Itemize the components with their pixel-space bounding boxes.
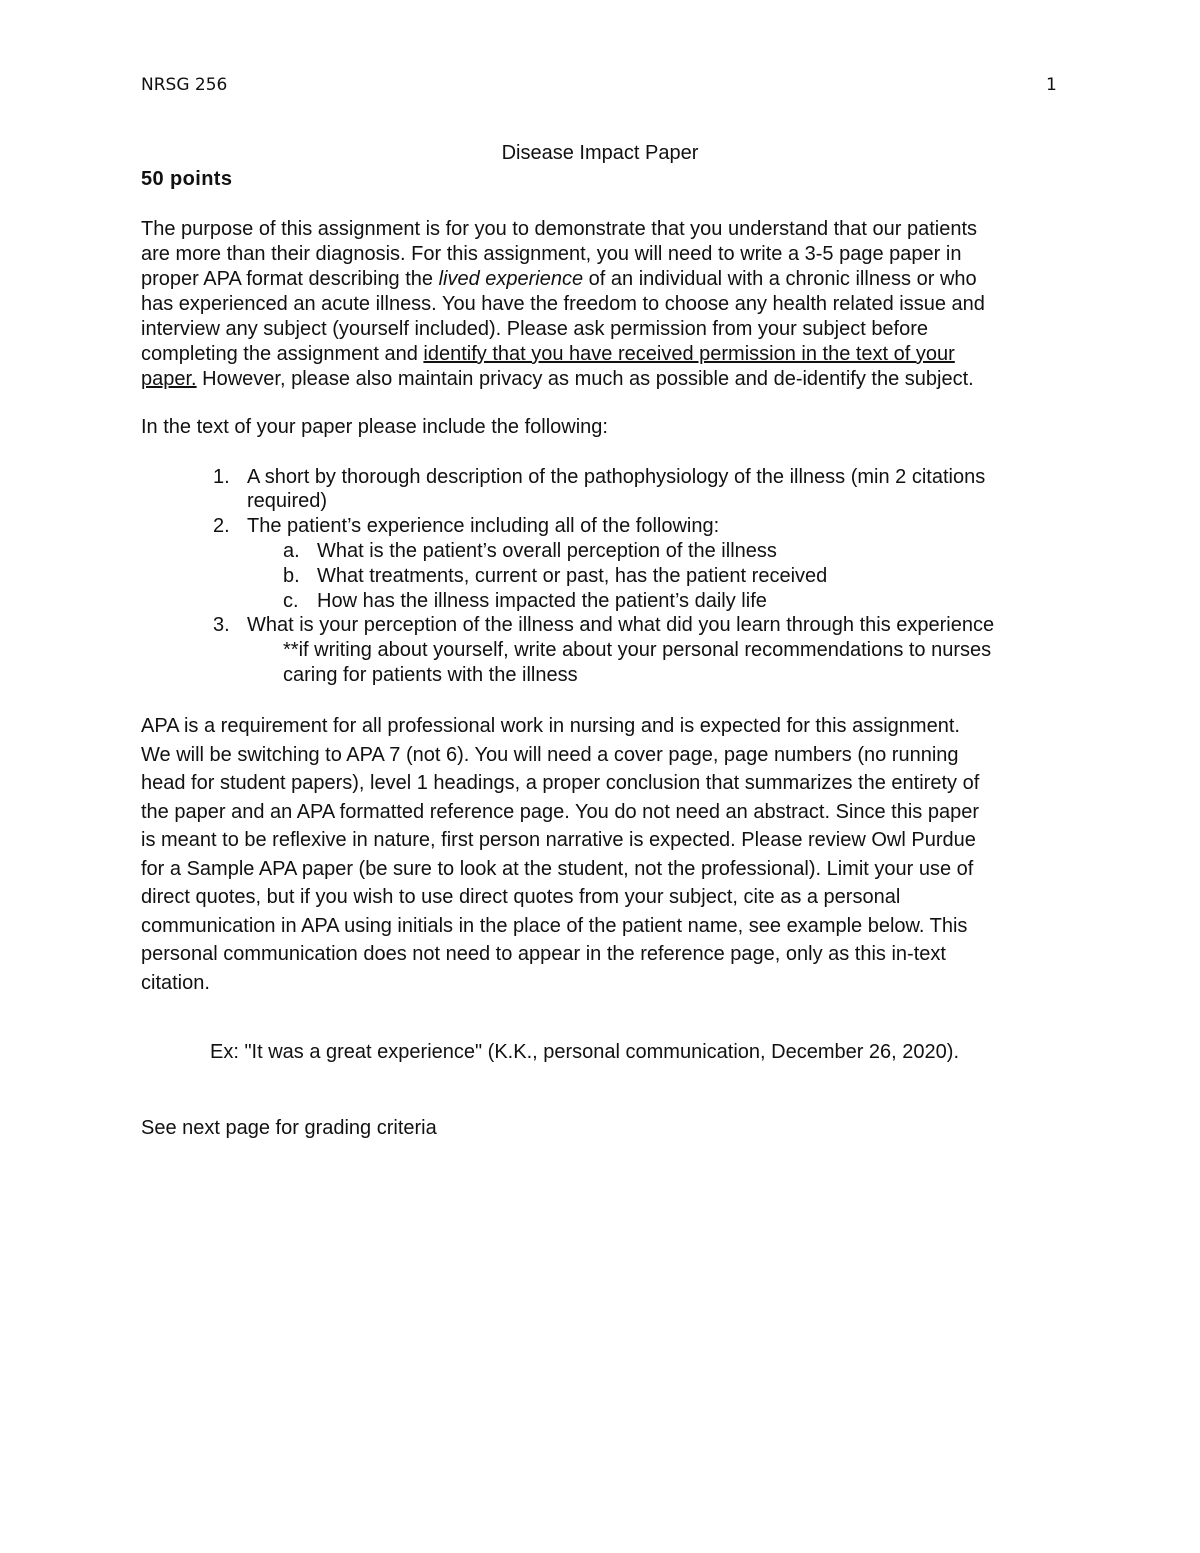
include-intro: In the text of your paper please include the following: — [141, 416, 608, 438]
apa-line: is meant to be reflexive in nature, first person narrative is expected. Please review Owl Purdue — [141, 829, 976, 851]
header-course: NRSG 256 — [141, 75, 228, 95]
apa-line: APA is a requirement for all professional work in nursing and is expected for this assignment. — [141, 715, 960, 737]
sub-letter-b: b. — [283, 565, 300, 587]
list-item-2: The patient’s experience including all of the following: — [247, 515, 720, 537]
intro-line: interview any subject (yourself included). Please ask permission from your subject before — [141, 318, 929, 340]
intro-line: are more than their diagnosis. For this assignment, you will need to write a 3-5 page paper in — [141, 243, 962, 265]
intro-line: The purpose of this assignment is for you to demonstrate that you understand that our patients — [141, 218, 978, 240]
sub-item-b: What treatments, current or past, has the patient received — [317, 565, 828, 587]
citation-example: Ex: "It was a great experience" (K.K., personal communication, December 26, 2020). — [210, 1041, 960, 1063]
lived-experience-emphasis: lived experience — [438, 268, 584, 290]
apa-line: communication in APA using initials in the place of the patient name, see example below. This — [141, 914, 968, 937]
points-heading: 50 points — [141, 168, 233, 190]
permission-underline: identify that you have received permission in the text of your — [423, 343, 955, 365]
sub-item-a: What is the patient’s overall perception of the illness — [317, 540, 777, 562]
apa-line: We will be switching to APA 7 (not 6). You will need a cover page, page numbers (no running — [141, 743, 959, 766]
list-item-3: What is your perception of the illness and what did you learn through this experience — [247, 614, 995, 636]
sub-letter-c: c. — [283, 590, 299, 612]
intro-paragraph — [141, 217, 1066, 392]
list-number-2: 2. — [213, 515, 230, 537]
intro-text: proper APA format describing the — [141, 268, 439, 290]
apa-line: the paper and an APA formatted reference page. You do not need an abstract. Since this paper — [141, 800, 980, 823]
apa-line: for a Sample APA paper (be sure to look at the student, not the professional). Limit your use of — [141, 857, 974, 880]
intro-text: completing the assignment and — [141, 343, 424, 365]
page-title: Disease Impact Paper — [501, 142, 699, 164]
header-page-number: 1 — [1046, 75, 1057, 95]
apa-line: direct quotes, but if you wish to use direct quotes from your subject, cite as a personal — [141, 886, 901, 908]
list-item-1-cont: required) — [247, 490, 328, 512]
intro-text: However, please also maintain privacy as much as possible and de-identify the subject. — [196, 368, 974, 390]
apa-paragraph — [141, 712, 1071, 997]
apa-line: head for student papers), level 1 headings, a proper conclusion that summarizes the entirety of — [141, 772, 980, 794]
sub-item-c: How has the illness impacted the patient’s daily life — [317, 590, 767, 612]
permission-underline-end: paper. — [141, 368, 197, 390]
intro-line — [141, 267, 1066, 292]
intro-line — [141, 342, 1066, 367]
list-item-1: A short by thorough description of the pathophysiology of the illness (min 2 citations — [247, 466, 986, 488]
list-item-3-note-cont: caring for patients with the illness — [283, 664, 578, 686]
intro-text: of an individual with a chronic illness or who — [583, 268, 977, 290]
apa-line: citation. — [141, 971, 210, 994]
intro-line: has experienced an acute illness. You have the freedom to choose any health related issue and — [141, 293, 985, 315]
list-item-3-note: **if writing about yourself, write about your personal recommendations to nurses — [283, 639, 992, 661]
intro-line — [141, 367, 1066, 392]
see-next-page-note: See next page for grading criteria — [141, 1117, 437, 1139]
sub-letter-a: a. — [283, 540, 300, 562]
list-number-3: 3. — [213, 614, 230, 636]
list-number-1: 1. — [213, 466, 230, 488]
apa-line: personal communication does not need to appear in the reference page, only as this in-text — [141, 943, 946, 965]
